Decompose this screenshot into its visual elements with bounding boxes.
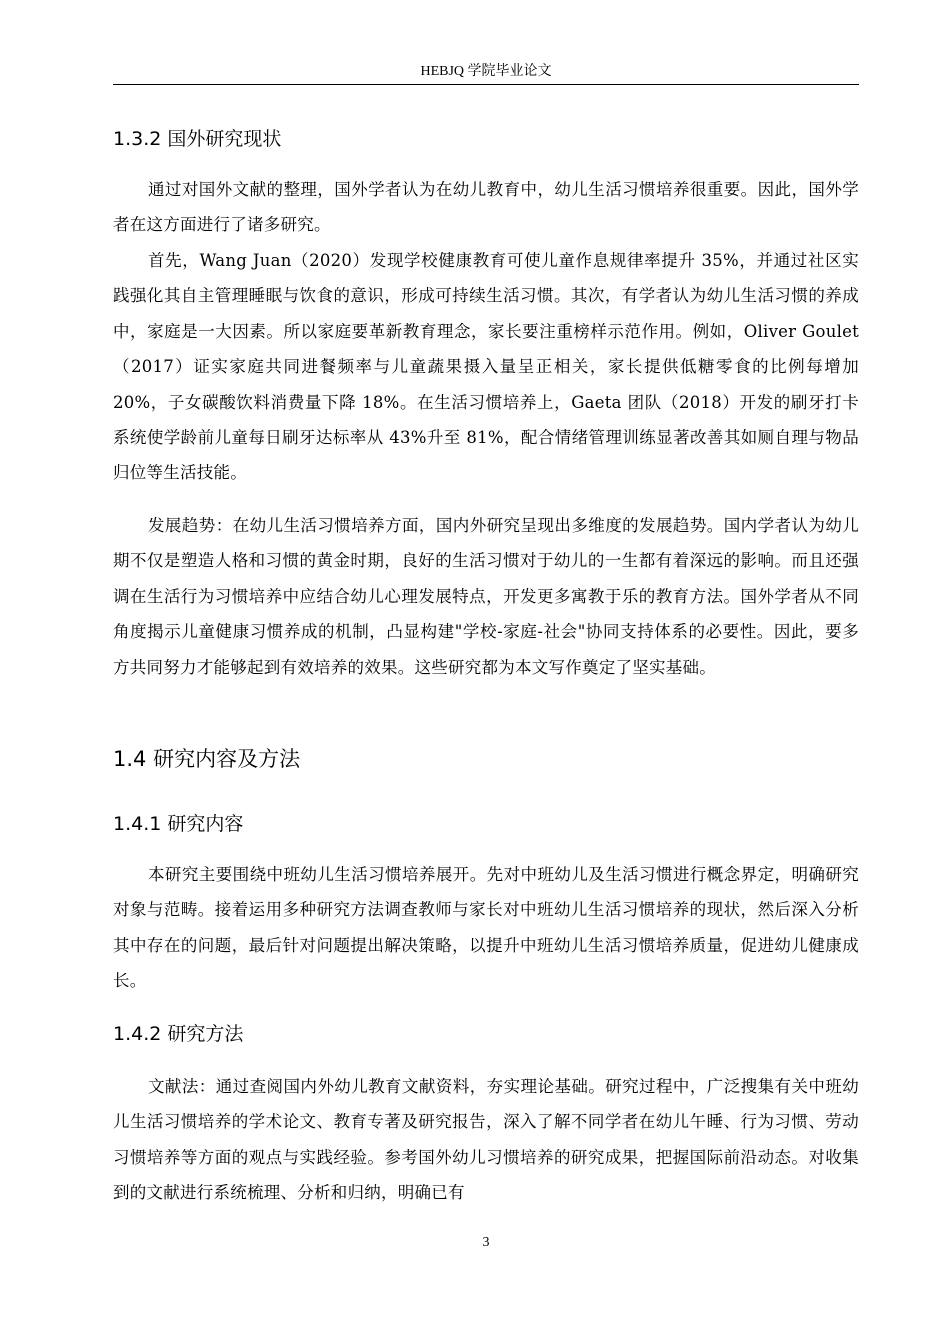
paragraph-trends: 发展趋势：在幼儿生活习惯培养方面，国内外研究呈现出多维度的发展趋势。国内学者认为幼儿期不仅是塑造人格和习惯的黄金时期，良好的生活习惯对于幼儿的一生都有着深远的影响。而且还强调在生活行为习惯培养中应结合幼儿心理发展特点，开发更多寓教于乐的教育方法。国外学者从不同角度揭示儿童健康习惯养成的机制，凸显构建"学校-家庭-社会"协同支持体系的必要性。因此，要多方共同努力才能够起到有效培养的效果。这些研究都为本文写作奠定了坚实基础。 — [113, 516, 859, 677]
paragraph-literature-method: 文献法：通过查阅国内外幼儿教育文献资料，夯实理论基础。研究过程中，广泛搜集有关中班幼儿生活习惯培养的学术论文、教育专著及研究报告，深入了解不同学者在幼儿午睡、行为习惯、劳动习惯培养等方面的观点与实践经验。参考国外幼儿习惯培养的研究成果，把握国际前沿动态。对收集到的文献进行系统梳理、分析和归纳，明确已有 — [113, 1077, 859, 1203]
paragraph-research-content: 本研究主要围绕中班幼儿生活习惯培养展开。先对中班幼儿及生活习惯进行概念界定，明确研究对象与范畴。接着运用多种研究方法调查教师与家长对中班幼儿生活习惯培养的现状，然后深入分析其中存在的问题，最后针对问题提出解决策略，以提升中班幼儿生活习惯培养质量，促进幼儿健康成长。 — [113, 865, 859, 991]
heading-1-3-2: 1.3.2 国外研究现状 — [113, 128, 282, 150]
paragraph-foreign-studies: 首先，Wang Juan（2020）发现学校健康教育可使儿童作息规律率提升 35%，并通过社区实践强化其自主管理睡眠与饮食的意识，形成可持续生活习惯。其次，有学者认为幼儿生活习惯的养成中，家庭是一大因素。所以家庭要革新教育理念，家长要注重榜样示范作用。例如，Oliver Goulet（2017）证实家庭共同进餐频率与儿童蔬果摄入量呈正相关，家长提供低糖零食的比例每增加 20%，子女碳酸饮料消费量下降 18%。在生活习惯培养上，Gaeta 团队（2018）开发的刷牙打卡系统使学龄前儿童每日刷牙达标率从 43%升至 81%，配合情绪管理训练显著改善其如厕自理与物品归位等生活技能。 — [113, 251, 859, 483]
heading-1-4-1: 1.4.1 研究内容 — [113, 813, 244, 835]
heading-1-4-2: 1.4.2 研究方法 — [113, 1023, 244, 1045]
page-number: 3 — [482, 1235, 490, 1250]
header-rule — [113, 84, 859, 85]
paragraph-overview: 通过对国外文献的整理，国外学者认为在幼儿教育中，幼儿生活习惯培养很重要。因此，国外学者在这方面进行了诸多研究。 — [113, 180, 859, 235]
heading-1-4: 1.4 研究内容及方法 — [113, 747, 301, 771]
running-header: HEBJQ 学院毕业论文 — [420, 64, 552, 79]
